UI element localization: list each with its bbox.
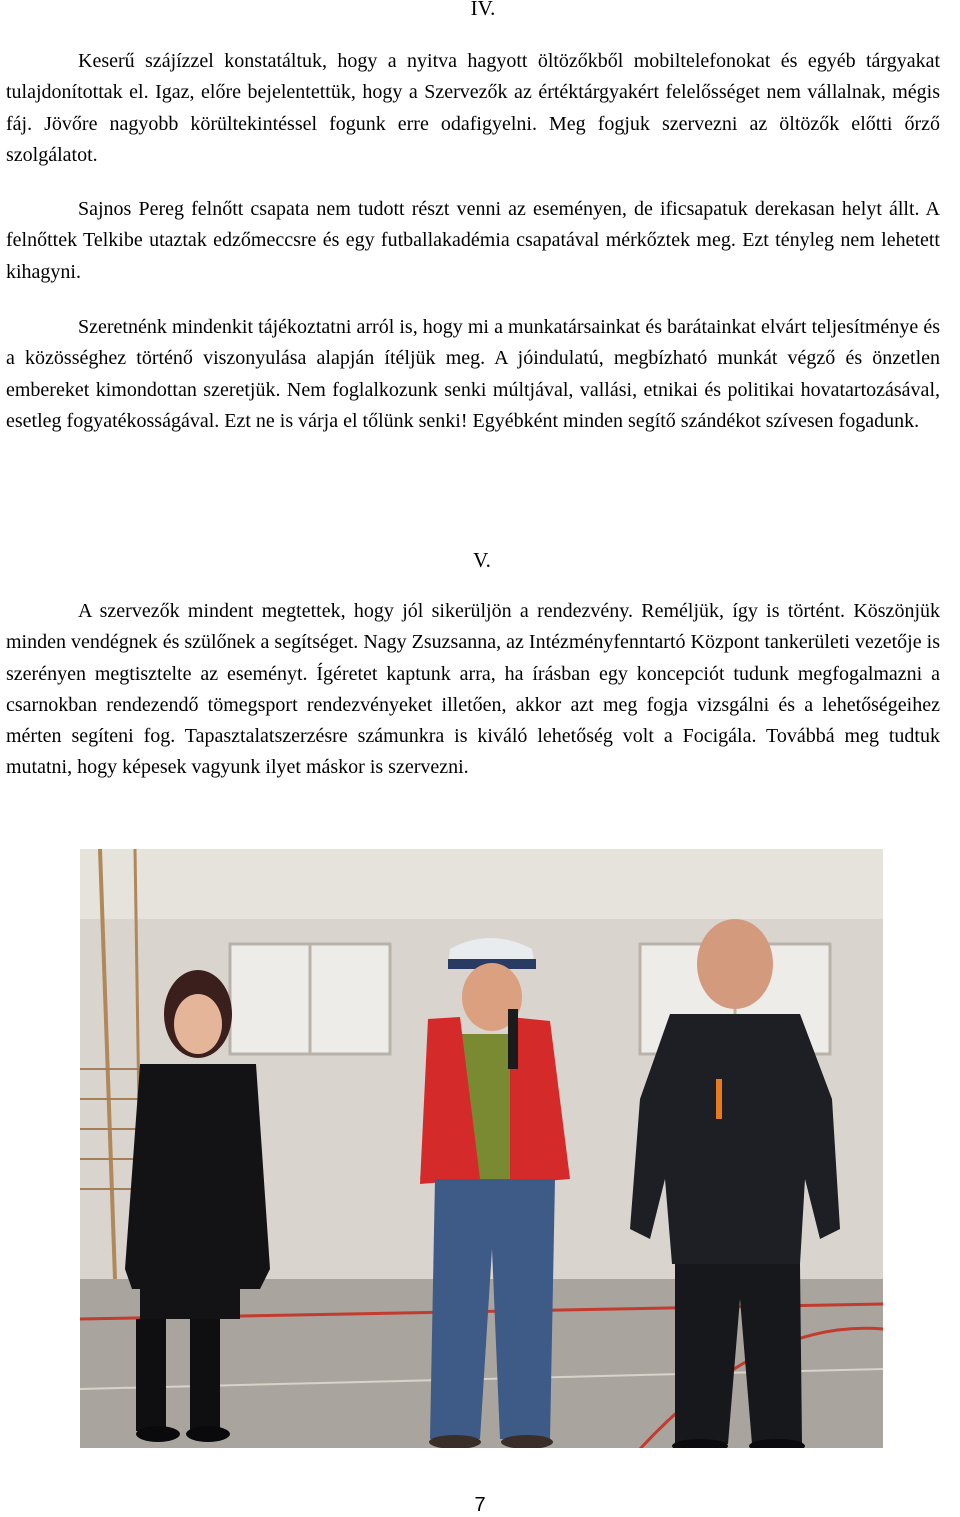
page-number: 7 bbox=[474, 1494, 486, 1516]
paragraph-iv-1: Keserű szájízzel konstatáltuk, hogy a nyitva hagyott öltözőkből mobiltelefonokat és egyéb tárgyakat tulajdonítottak el. Igaz, előre bejelentettük, hogy a Szervezők az értéktárgyakért felelősséget nem vállalnak, mégis fáj. Jövőre nagyobb körültekintéssel fogunk erre odafigyelni. Meg fogjuk szervezni az öltözők előtti őrző szolgálatot. bbox=[6, 50, 940, 166]
paragraph-iv-2: Sajnos Pereg felnőtt csapata nem tudott részt venni az eseményen, de ificsapatuk derekasan helyt állt. A felnőttek Telkibe utaztak edzőmeccsre és egy futballakadémia csapatával mérkőztek meg. Ezt tényleg nem lehetett kihagyni. bbox=[6, 198, 940, 283]
paragraph-iv-3: Szeretnénk mindenkit tájékoztatni arról is, hogy mi a munkatársainkat és barátainkat elvárt teljesítménye és a közösséghez történő viszonyulása alapján ítéljük meg. A jóindulatú, megbízható munkát végző és önzetlen embereket kimondottan szeretjük. Nem foglalkozunk senki múltjával, vallási, etnikai és politikai hovatartozásával, esetleg fogyatékosságával. Ezt ne is várja el tőlünk senki! Egyébként minden segítő szándékot szívesen fogadunk. bbox=[6, 316, 940, 432]
section-v-heading: V. bbox=[473, 548, 491, 572]
event-photo bbox=[80, 849, 883, 1448]
photo-illustration bbox=[80, 849, 883, 1448]
paragraph-v-1: A szervezők mindent megtettek, hogy jól sikerüljön a rendezvény. Reméljük, így is történt. Köszönjük minden vendégnek és szülőnek a segítséget. Nagy Zsuzsanna, az Intézményfenntartó Központ tankerületi vezetője is szerényen megtisztelte az eseményt. Ígéretet kaptunk arra, ha írásban egy koncepciót tudunk megfogalmazni a csarnokban rendezendő tömegsport rendezvényeket illetően, akkor azt meg fogja vizsgálni és a lehetőségeihez mérten segíteni fog. Tapasztalatszerzésre számunkra is kiváló lehetőség volt a Focigála. Továbbá meg tudtuk mutatni, hogy képesek vagyunk ilyet máskor is szervezni. bbox=[6, 600, 940, 779]
section-iv-heading: IV. bbox=[470, 0, 496, 20]
